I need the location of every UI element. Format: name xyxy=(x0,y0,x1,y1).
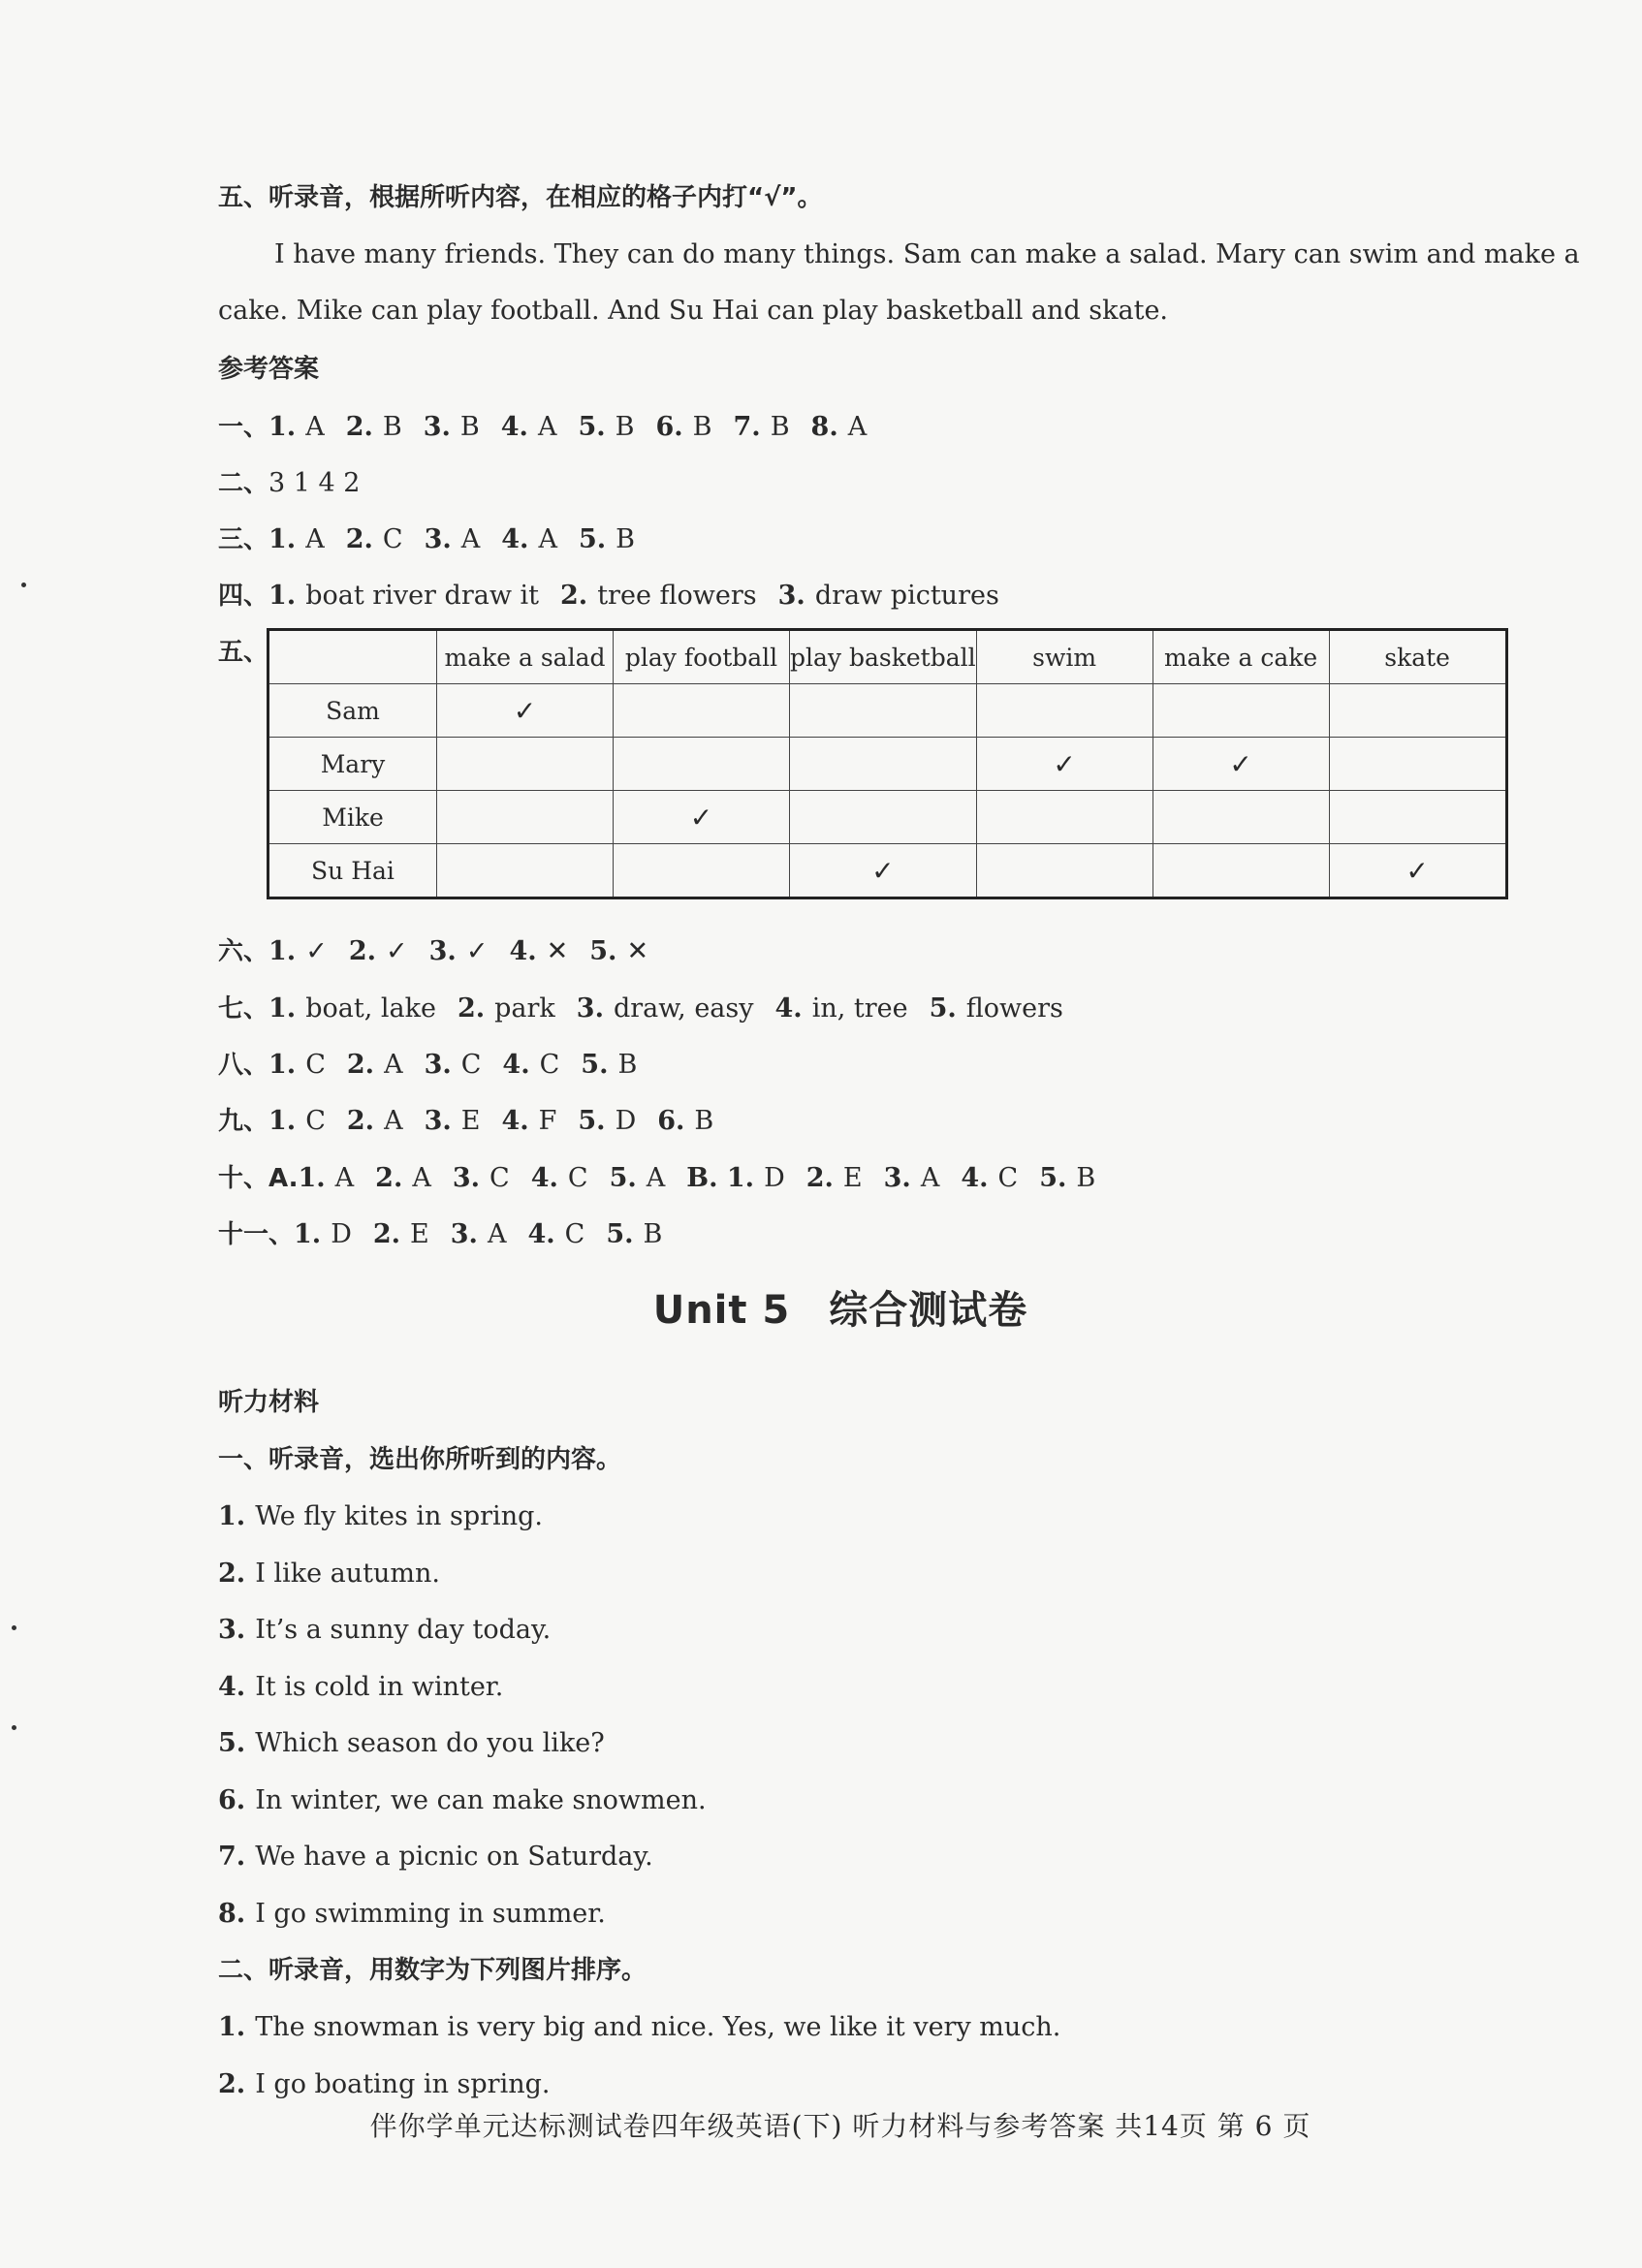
check-icon: ✓ xyxy=(871,854,895,887)
answer-number: 5. xyxy=(578,412,606,442)
table-header-row xyxy=(268,630,1507,684)
answer-number: 5. xyxy=(581,1050,609,1080)
answer-number: 1. xyxy=(268,993,297,1024)
table-cell xyxy=(1329,844,1506,898)
answer-value: B xyxy=(694,1106,714,1136)
answer-row-label: 八、 xyxy=(218,1051,269,1080)
answer-value: C xyxy=(997,1163,1019,1193)
answer-number: 1. xyxy=(268,1050,297,1080)
answer-number: 3. xyxy=(424,1106,452,1136)
table-row xyxy=(268,844,1507,898)
table-cell xyxy=(437,791,614,844)
item-number: 5. xyxy=(218,1728,246,1758)
answer-number: 5. xyxy=(609,1163,637,1193)
table-row xyxy=(268,684,1507,738)
part2-heading: 二、听录音，用数字为下列图片排序。 xyxy=(218,1956,647,1985)
table-cell xyxy=(1329,684,1506,738)
answer-row-label: 六、 xyxy=(218,937,269,966)
answers-heading: 参考答案 xyxy=(218,355,320,384)
table-cell xyxy=(614,738,790,791)
answer-value: C xyxy=(564,1219,585,1249)
answer-number: 2. xyxy=(375,1163,403,1193)
answer-number: 4. xyxy=(961,1163,989,1193)
table-cell xyxy=(1329,738,1506,791)
item-number: 6. xyxy=(218,1784,246,1815)
answer-row xyxy=(218,1218,683,1251)
answer-value: A xyxy=(646,1163,666,1193)
section5-paragraph-line1: I have many friends. They can do many things. Sam can make a salad. Mary can swim and make a xyxy=(274,239,1580,269)
table-header-cell xyxy=(268,630,437,684)
answer-value: park xyxy=(494,993,555,1024)
answer-number: 4. xyxy=(502,1050,530,1080)
table-cell xyxy=(976,791,1153,844)
section5-heading: 五、听录音，根据所听内容，在相应的格子内打“√”。 xyxy=(218,183,823,212)
listening-heading: 听力材料 xyxy=(218,1388,320,1417)
answer-value: ✓ xyxy=(305,936,328,966)
answer-value: A xyxy=(305,412,325,442)
table-cell xyxy=(1153,844,1329,898)
check-icon: ✓ xyxy=(1053,747,1076,780)
page-footer: 伴你学单元达标测试卷四年级英语(下) 听力材料与参考答案 共14页 第 6 页 xyxy=(369,2110,1311,2142)
answer-row xyxy=(218,992,1085,1025)
check-icon: ✓ xyxy=(689,801,713,834)
item-number: 2. xyxy=(218,2068,246,2099)
table-cell xyxy=(976,738,1153,791)
table-header-cell: play football xyxy=(614,630,790,684)
answer-number: 4. xyxy=(530,1163,558,1193)
check-icon: ✓ xyxy=(1405,854,1429,887)
list-item xyxy=(218,1841,653,1874)
scan-speck xyxy=(12,1725,16,1730)
answer-number: 5. xyxy=(1039,1163,1067,1193)
table-name-cell: Sam xyxy=(268,684,437,738)
table-header-cell: make a salad xyxy=(437,630,614,684)
answer-values: 3 1 4 2 xyxy=(268,468,361,498)
answer-number: 1. xyxy=(298,1163,326,1193)
answer-number: 2. xyxy=(346,1050,375,1080)
check-icon: ✓ xyxy=(513,694,537,727)
table-header-cell: play basketball xyxy=(790,630,977,684)
answer-number: 4. xyxy=(774,993,803,1024)
answer-value: ✓ xyxy=(465,936,489,966)
answer-table xyxy=(267,628,1508,899)
answer-value: B xyxy=(692,412,712,442)
list-item xyxy=(218,1727,605,1760)
answer-value: B xyxy=(1076,1163,1096,1193)
answer-value: A xyxy=(384,1050,403,1080)
answer-number: 8. xyxy=(810,412,838,442)
answer-row-label: 七、 xyxy=(218,994,269,1024)
answer-row xyxy=(218,580,1021,613)
scan-speck xyxy=(12,1625,16,1630)
answer-value: A xyxy=(412,1163,431,1193)
list-item xyxy=(218,1500,543,1533)
item-text: It’s a sunny day today. xyxy=(255,1615,552,1645)
item-text: The snowman is very big and nice. Yes, we like it very much. xyxy=(255,2012,1061,2042)
answer-row xyxy=(218,523,656,556)
answer-value: draw, easy xyxy=(613,993,754,1024)
answer-value: A xyxy=(920,1163,940,1193)
answer-value: boat river draw it xyxy=(305,581,540,611)
answer-number: 5. xyxy=(606,1219,634,1249)
answer-value: A xyxy=(384,1106,403,1136)
answer-value: A xyxy=(538,524,557,554)
answer-number: 3. xyxy=(428,936,457,966)
answer-number: 4. xyxy=(500,412,528,442)
section5-paragraph-line2: cake. Mike can play football. And Su Hai can play basketball and skate. xyxy=(218,296,1169,326)
answer-number: 5. xyxy=(589,936,617,966)
answer-number: 2. xyxy=(805,1163,834,1193)
answer-number: 2. xyxy=(372,1219,401,1249)
answer-row-label: 二、 xyxy=(218,469,269,498)
answer-row xyxy=(218,1049,658,1082)
list-item xyxy=(218,1614,551,1647)
table-row xyxy=(268,738,1507,791)
answer-number: 4. xyxy=(509,936,537,966)
table-label: 五、 xyxy=(218,638,269,667)
item-text: In winter, we can make snowmen. xyxy=(255,1784,707,1815)
answer-value: B xyxy=(617,1050,638,1080)
table-cell xyxy=(437,684,614,738)
answer-row-label: 九、 xyxy=(218,1107,269,1136)
table-header-cell: skate xyxy=(1329,630,1506,684)
item-text: I like autumn. xyxy=(255,1558,440,1589)
answer-value: in, tree xyxy=(811,993,908,1024)
item-number: 1. xyxy=(218,2012,246,2042)
answer-value: draw pictures xyxy=(814,581,999,611)
answer-row xyxy=(218,467,360,500)
answer-number: 3. xyxy=(424,524,452,554)
answer-number: 3. xyxy=(576,993,604,1024)
item-number: 2. xyxy=(218,1558,246,1589)
answer-number: 3. xyxy=(423,412,451,442)
answer-value: C xyxy=(305,1106,326,1136)
answer-number: 3. xyxy=(883,1163,911,1193)
answer-value: B xyxy=(770,412,790,442)
table-row xyxy=(268,791,1507,844)
list-item xyxy=(218,1671,503,1704)
answer-number: 1. xyxy=(294,1219,322,1249)
item-number: 8. xyxy=(218,1898,246,1929)
item-text: I go swimming in summer. xyxy=(255,1898,606,1929)
table-cell xyxy=(1153,738,1329,791)
answer-number: 3. xyxy=(450,1219,478,1249)
answer-value: C xyxy=(489,1163,510,1193)
answer-number: 7. xyxy=(733,412,761,442)
table-cell xyxy=(1153,791,1329,844)
answer-number: 2. xyxy=(346,1106,375,1136)
answer-number: 2. xyxy=(345,524,373,554)
table-cell xyxy=(976,844,1153,898)
unit-title-cn: 综合测试卷 xyxy=(829,1288,1028,1333)
answer-number: 2. xyxy=(345,412,373,442)
table-cell xyxy=(976,684,1153,738)
answer-row xyxy=(218,935,670,968)
answer-value: C xyxy=(539,1050,560,1080)
answer-value: ✕ xyxy=(626,936,649,966)
item-number: 7. xyxy=(218,1842,246,1872)
answer-number: 1. xyxy=(268,581,297,611)
answer-value: A xyxy=(305,524,325,554)
table-header-cell: swim xyxy=(976,630,1153,684)
table-cell xyxy=(790,684,977,738)
answer-row xyxy=(218,411,888,444)
table-cell xyxy=(1329,791,1506,844)
answer-number: 2. xyxy=(457,993,486,1024)
list-item xyxy=(218,2068,550,2101)
item-number: 3. xyxy=(218,1615,246,1645)
answer-value: B xyxy=(382,412,402,442)
table-cell xyxy=(437,738,614,791)
answer-number: 3. xyxy=(452,1163,481,1193)
answer-number: B. 1. xyxy=(686,1163,755,1193)
answer-value: B xyxy=(643,1219,663,1249)
answer-value: C xyxy=(460,1050,482,1080)
answer-value: tree flowers xyxy=(597,581,757,611)
answer-value: A xyxy=(487,1219,507,1249)
answer-value: E xyxy=(460,1106,481,1136)
answer-value: B xyxy=(459,412,480,442)
answer-value: boat, lake xyxy=(305,993,436,1024)
scan-speck xyxy=(21,583,26,587)
part1-heading: 一、听录音，选出你所听到的内容。 xyxy=(218,1445,622,1474)
answer-value: B xyxy=(616,524,635,554)
answer-value: C xyxy=(305,1050,326,1080)
answer-number: 3. xyxy=(777,581,805,611)
answer-value: B xyxy=(615,412,635,442)
table-cell xyxy=(790,844,977,898)
answer-row-label: 一、 xyxy=(218,413,269,442)
answer-row-label: 十一、 xyxy=(218,1220,295,1249)
table-name-cell: Mary xyxy=(268,738,437,791)
list-item xyxy=(218,1784,707,1817)
answer-value: ✕ xyxy=(546,936,569,966)
table-cell xyxy=(614,684,790,738)
answer-value: E xyxy=(842,1163,863,1193)
answer-number: 1. xyxy=(268,524,297,554)
item-text: I go boating in spring. xyxy=(255,2068,551,2099)
unit-title-en: Unit 5 xyxy=(652,1288,791,1333)
answer-value: E xyxy=(410,1219,429,1249)
answer-row-label: 十、A. xyxy=(218,1164,299,1193)
answer-value: A xyxy=(460,524,481,554)
answer-value: flowers xyxy=(965,993,1063,1024)
answer-number: 1. xyxy=(268,412,297,442)
answer-value: D xyxy=(764,1163,785,1193)
check-icon: ✓ xyxy=(1229,747,1252,780)
table-cell xyxy=(437,844,614,898)
table-name-cell: Mike xyxy=(268,791,437,844)
answer-number: 6. xyxy=(657,1106,685,1136)
answer-number: 5. xyxy=(929,993,957,1024)
item-number: 1. xyxy=(218,1501,246,1531)
answer-number: 2. xyxy=(348,936,377,966)
list-item xyxy=(218,2011,1060,2044)
item-number: 4. xyxy=(218,1671,246,1702)
table-cell xyxy=(1153,684,1329,738)
list-item xyxy=(218,1558,440,1591)
answer-number: 1. xyxy=(268,1106,297,1136)
answer-number: 6. xyxy=(655,412,683,442)
answer-value: C xyxy=(567,1163,588,1193)
answer-number: 4. xyxy=(501,1106,529,1136)
unit-title xyxy=(0,1279,1642,1335)
answer-number: 2. xyxy=(560,581,588,611)
answer-value: D xyxy=(615,1106,637,1136)
answer-value: D xyxy=(331,1219,352,1249)
item-text: It is cold in winter. xyxy=(255,1671,504,1702)
answer-row-label: 四、 xyxy=(218,582,269,611)
table-name-cell: Su Hai xyxy=(268,844,437,898)
answer-number: 4. xyxy=(501,524,529,554)
answer-value: A xyxy=(537,412,557,442)
answer-value: A xyxy=(334,1163,355,1193)
answer-number: 5. xyxy=(578,524,607,554)
list-item xyxy=(218,1898,606,1931)
table-cell xyxy=(614,791,790,844)
answer-number: 4. xyxy=(527,1219,555,1249)
item-text: We fly kites in spring. xyxy=(255,1501,543,1531)
answer-number: 3. xyxy=(424,1050,452,1080)
answer-row-label: 三、 xyxy=(218,525,269,554)
table-header-cell: make a cake xyxy=(1153,630,1329,684)
answer-value: ✓ xyxy=(386,936,408,966)
answer-number: 5. xyxy=(578,1106,606,1136)
table-cell xyxy=(790,791,977,844)
answer-value: C xyxy=(382,524,403,554)
answer-value: A xyxy=(847,412,868,442)
item-text: We have a picnic on Saturday. xyxy=(255,1842,653,1872)
answer-row xyxy=(218,1162,1117,1195)
answer-number: 1. xyxy=(268,936,297,966)
table-cell xyxy=(790,738,977,791)
table-cell xyxy=(614,844,790,898)
item-text: Which season do you like? xyxy=(255,1728,605,1758)
answer-value: F xyxy=(538,1106,557,1136)
answer-row xyxy=(218,1105,735,1138)
